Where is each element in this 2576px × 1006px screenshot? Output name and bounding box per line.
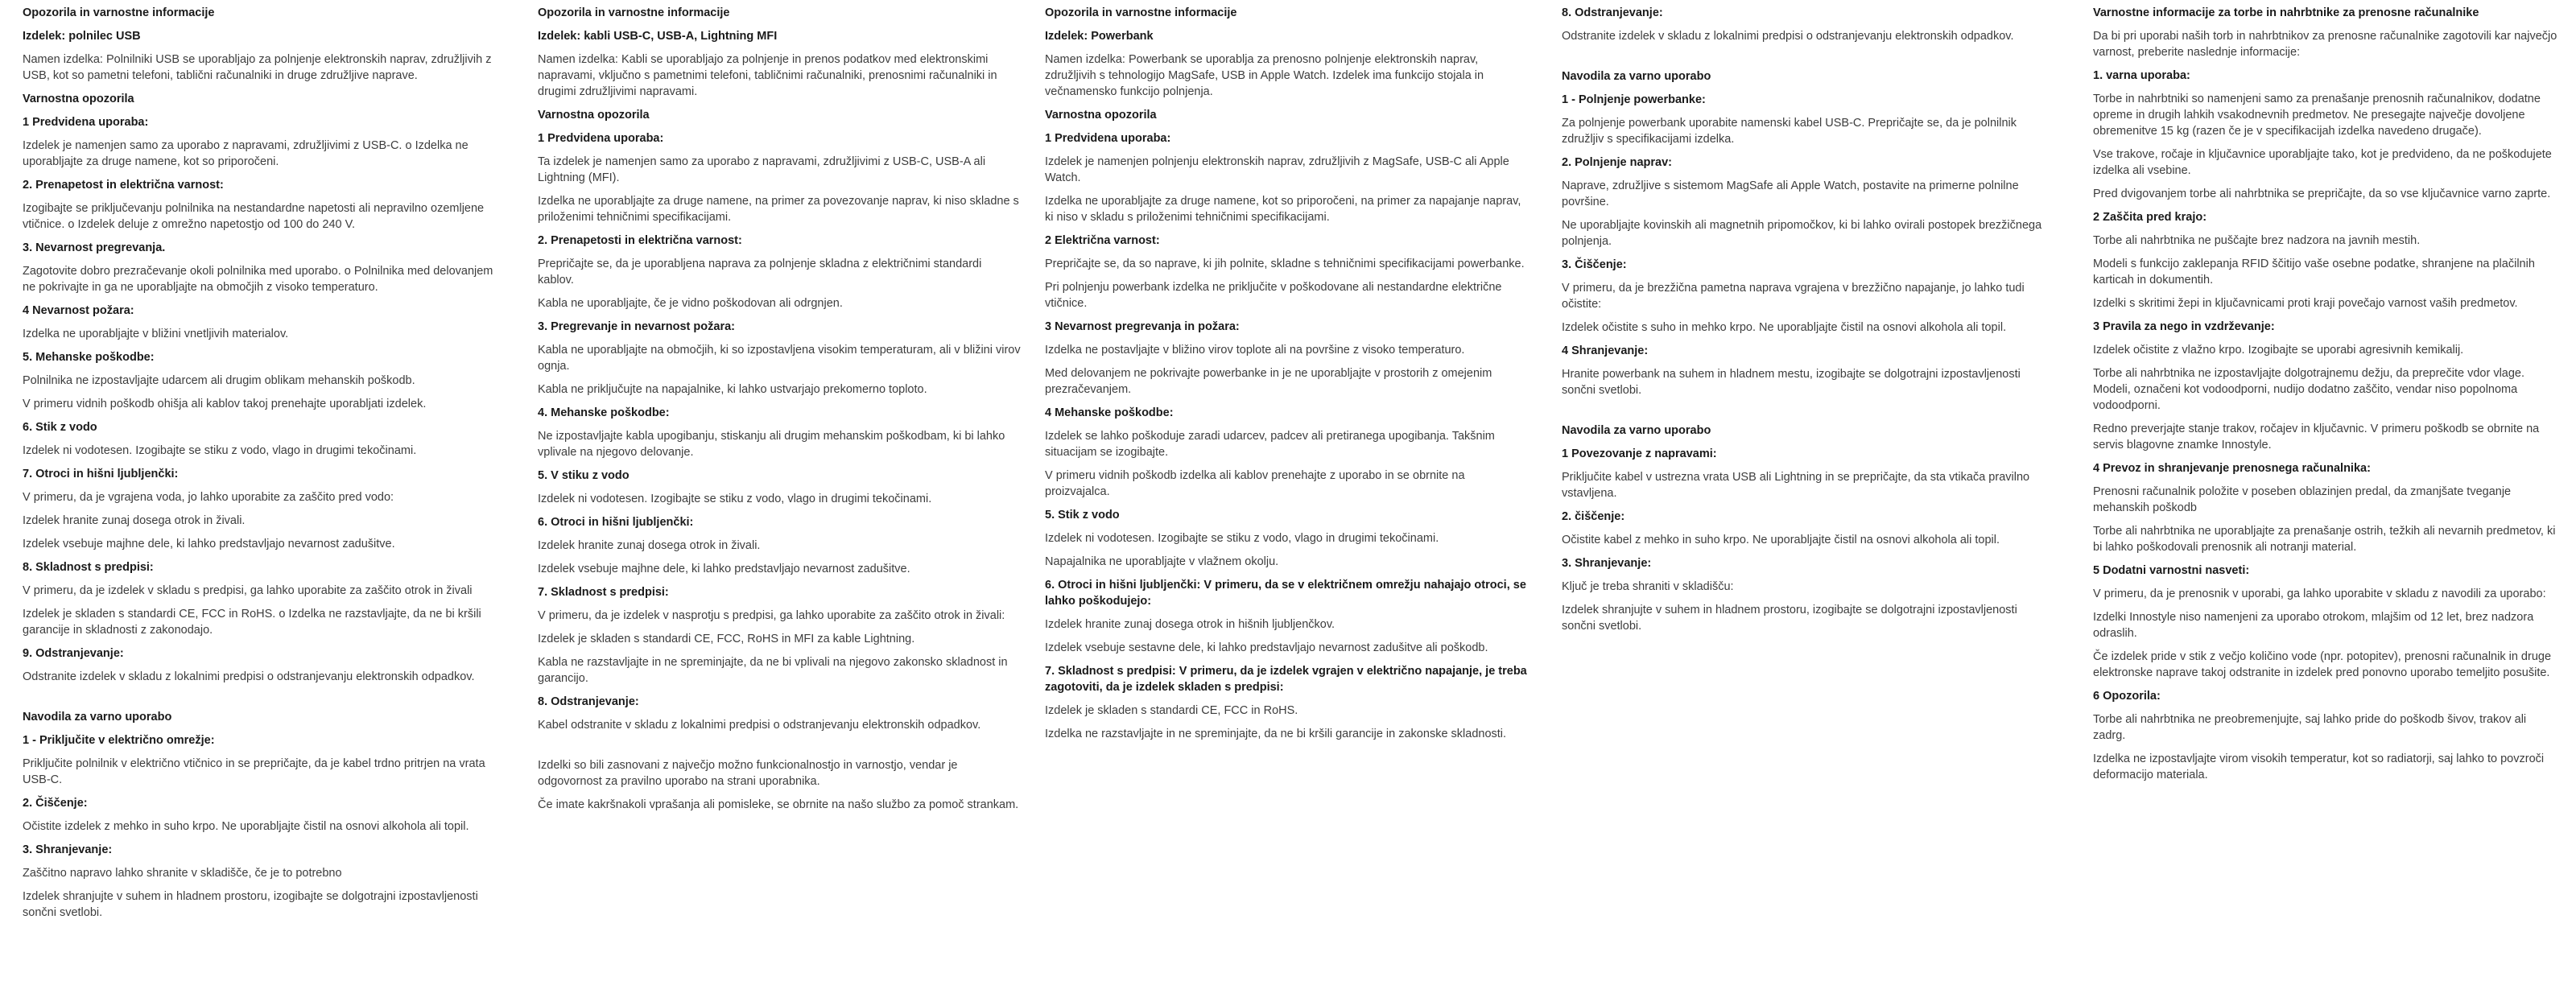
paragraph: Da bi pri uporabi naših torb in nahrbtnikov za prenosne računalnike zagotovili kar največjo varnost, preberite naslednje informacije:: [2093, 30, 2557, 59]
paragraph: Izdelek shranjujte v suhem in hladnem prostoru, izogibajte se dolgotrajni izpostavljenosti sončni svetlobi.: [23, 890, 478, 919]
paragraph: Namen izdelka: Polnilniki USB se uporabljajo za polnjenje elektronskih naprav, združljivih z USB, kot so pametni telefoni, tablični računalniki in druge združljive naprave.: [23, 53, 492, 82]
paragraph: Izdelek vsebuje majhne dele, ki lahko predstavljajo nevarnost zadušitve.: [538, 563, 910, 575]
paragraph: Če imate kakršnakoli vprašanja ali pomisleke, se obrnite na našo službo za pomoč strankam.: [538, 798, 1019, 811]
paragraph: Naprave, združljive s sistemom MagSafe ali Apple Watch, postavite na primerne polnilne površine.: [1562, 179, 2019, 208]
paragraph: Izdelka ne izpostavljajte virom visokih temperatur, kot so radiatorji, saj lahko to povzroči deformacijo materiala.: [2093, 752, 2545, 781]
paragraph: Izdelek vsebuje sestavne dele, ki lahko predstavljajo nevarnost zadušitve ali poškodb.: [1045, 641, 1488, 654]
paragraph: Očistite kabel z mehko in suho krpo. Ne uporabljajte čistil na osnovi alkohola ali topil.: [1562, 534, 2000, 546]
section-heading: Varnostna opozorila: [538, 109, 650, 122]
section-heading: 1 - Polnjenje powerbanke:: [1562, 93, 1706, 106]
paragraph: Izdelek ni vodotesen. Izogibajte se stiku z vodo, vlago in drugimi tekočinami.: [538, 493, 932, 505]
section-heading: 7. Otroci in hišni ljubljenčki:: [23, 468, 179, 480]
paragraph: Torbe ali nahrbtnika ne izpostavljajte dolgotrajnemu dežju, da preprečite vdor vlage. Modeli, označeni kot vodoodporni, nudijo dodatno zaščito, vendar niso popolnoma vodoodporni.: [2093, 367, 2525, 412]
paragraph: Torbe in nahrbtniki so namenjeni samo za prenašanje prenosnih računalnikov, dodatne opreme in drugih lahkih vsakodnevnih predmetov. Ne presegajte največje dovoljene obremenitve 15 kg (razen če je v specifikacijah izdelka navedeno drugače).: [2093, 93, 2541, 138]
paragraph: Izdelek vsebuje majhne dele, ki lahko predstavljajo nevarnost zadušitve.: [23, 538, 395, 550]
paragraph: Izdelek shranjujte v suhem in hladnem prostoru, izogibajte se dolgotrajni izpostavljenosti sončni svetlobi.: [1562, 604, 2017, 633]
paragraph: Izdelek je namenjen samo za uporabo z napravami, združljivimi z USB-C. o Izdelka ne uporabljajte za druge namene, kot so priporočeni.: [23, 139, 469, 168]
paragraph: Namen izdelka: Kabli se uporabljajo za polnjenje in prenos podatkov med elektronskimi napravami, vključno s pametnimi telefoni, tabličnimi računalniki, prenosnimi računalniki in drugimi združljivimi napravami.: [538, 53, 997, 98]
section-heading: Opozorila in varnostne informacije: [538, 6, 730, 19]
paragraph: Zagotovite dobro prezračevanje okoli polnilnika med uporabo. o Polnilnika med delovanjem ne pokrivajte in ga ne uporabljajte na območjih z visoko temperaturo.: [23, 265, 493, 294]
paragraph: Izdelek očistite z vlažno krpo. Izogibajte se uporabi agresivnih kemikalij.: [2093, 344, 2464, 357]
section-heading: 2. Čiščenje:: [23, 797, 88, 810]
paragraph: Izdelek ni vodotesen. Izogibajte se stiku z vodo, vlago in drugimi tekočinami.: [23, 444, 417, 457]
paragraph: Ne uporabljajte kovinskih ali magnetnih pripomočkov, ki bi lahko ovirali postopek brezžičnega polnjenja.: [1562, 219, 2042, 248]
section-heading: Opozorila in varnostne informacije: [23, 6, 215, 19]
paragraph: Ta izdelek je namenjen samo za uporabo z napravami, združljivimi z USB-C, USB-A ali Lightning (MFI).: [538, 155, 986, 184]
section-heading: 3 Nevarnost pregrevanja in požara:: [1045, 320, 1240, 333]
paragraph: Pri polnjenju powerbank izdelka ne priključite v poškodovane ali nestandardne električne vtičnice.: [1045, 281, 1502, 310]
section-heading: 5. Mehanske poškodbe:: [23, 351, 155, 364]
section-heading: Navodila za varno uporabo: [23, 711, 172, 724]
section-heading: Opozorila in varnostne informacije: [1045, 6, 1237, 19]
paragraph: Med delovanjem ne pokrivajte powerbanke in je ne uporabljajte v prostorih z omejenim prezračevanjem.: [1045, 367, 1492, 396]
paragraph: Izdelek je namenjen polnjenju elektronskih naprav, združljivih z MagSafe, USB-C ali Apple Watch.: [1045, 155, 1509, 184]
section-heading: Navodila za varno uporabo: [1562, 70, 1711, 83]
section-heading: Navodila za varno uporabo: [1562, 424, 1711, 437]
column-laptop-bags-safety: [2093, 5, 2558, 790]
section-heading: Varnostna opozorila: [23, 93, 134, 105]
section-heading: 9. Odstranjevanje:: [23, 647, 124, 660]
paragraph: Odstranite izdelek v skladu z lokalnimi predpisi o odstranjevanju elektronskih odpadkov.: [1562, 30, 2014, 43]
paragraph: Kabla ne uporabljajte, če je vidno poškodovan ali odrgnjen.: [538, 297, 843, 310]
paragraph: Ključ je treba shraniti v skladišču:: [1562, 580, 1734, 593]
paragraph: Kabla ne uporabljajte na območjih, ki so izpostavljena visokim temperaturam, ali v bližini virov ognja.: [538, 344, 1021, 373]
section-heading: 1 Predvidena uporaba:: [23, 116, 149, 129]
section-heading: 3. Shranjevanje:: [23, 843, 113, 856]
paragraph: Izdelek hranite zunaj dosega otrok in živali.: [23, 514, 246, 527]
paragraph: V primeru vidnih poškodb ohišja ali kablov takoj prenehajte uporabljati izdelek.: [23, 398, 427, 410]
section-heading: 4. Mehanske poškodbe:: [538, 406, 670, 419]
paragraph: Polnilnika ne izpostavljajte udarcem ali drugim oblikam mehanskih poškodb.: [23, 374, 415, 387]
paragraph: Vse trakove, ročaje in ključavnice uporabljajte tako, kot je predvideno, da ne poškodujete izdelka ali vsebine.: [2093, 148, 2552, 177]
paragraph: Torbe ali nahrbtnika ne puščajte brez nadzora na javnih mestih.: [2093, 234, 2421, 247]
section-heading: 7. Skladnost s predpisi: V primeru, da je izdelek vgrajen v električno napajanje, je treba zagotoviti, da je izdelek skladen s predpisi:: [1045, 665, 1527, 694]
section-heading: 1 Povezovanje z napravami:: [1562, 447, 1717, 460]
section-heading: 6. Otroci in hišni ljubljenčki:: [538, 516, 694, 529]
paragraph: Pred dvigovanjem torbe ali nahrbtnika se prepričajte, da so vse ključavnice varno zaprte.: [2093, 188, 2551, 200]
paragraph: Kabel odstranite v skladu z lokalnimi predpisi o odstranjevanju elektronskih odpadkov.: [538, 719, 981, 732]
paragraph: Izdelek je skladen s standardi CE, FCC in RoHS.: [1045, 704, 1298, 717]
section-heading: Varnostna opozorila: [1045, 109, 1157, 122]
paragraph: Izdelki Innostyle niso namenjeni za uporabo otrokom, mlajšim od 12 let, brez nadzora odraslih.: [2093, 611, 2534, 640]
paragraph: Kabla ne razstavljajte in ne spreminjajte, da ne bi vplivali na njegovo zakonsko skladnost in garancijo.: [538, 656, 1008, 685]
section-heading: Varnostne informacije za torbe in nahrbtnike za prenosne računalnike: [2093, 6, 2479, 19]
section-heading: 5. Stik z vodo: [1045, 509, 1120, 522]
paragraph: Modeli s funkcijo zaklepanja RFID ščitijo vaše osebne podatke, shranjene na plačilnih karticah in dokumentih.: [2093, 258, 2535, 287]
paragraph: V primeru, da je prenosnik v uporabi, ga lahko uporabite v skladu z navodili za uporabo:: [2093, 588, 2546, 600]
paragraph: Torbe ali nahrbtnika ne preobremenjujte, saj lahko pride do poškodb šivov, trakov ali zadrg.: [2093, 713, 2527, 742]
section-heading: 1. varna uporaba:: [2093, 69, 2190, 82]
section-heading: Izdelek: kabli USB-C, USB-A, Lightning MFI: [538, 30, 778, 43]
paragraph: Izdelka ne uporabljajte v bližini vnetljivih materialov.: [23, 328, 289, 340]
section-heading: Izdelek: polnilec USB: [23, 30, 141, 43]
section-heading: 4 Mehanske poškodbe:: [1045, 406, 1174, 419]
section-heading: 2. čiščenje:: [1562, 510, 1625, 523]
paragraph: Izdelek je skladen s standardi CE, FCC in RoHS. o Izdelka ne razstavljajte, da ne bi kršili garancije in skladnosti z zakonodajo.: [23, 608, 481, 637]
section-heading: 1 Predvidena uporaba:: [1045, 132, 1171, 145]
section-heading: 6. Otroci in hišni ljubljenčki: V primeru, da se v električnem omrežju nahajajo otroci, se lahko poškodujejo:: [1045, 579, 1526, 608]
section-heading: 3 Pravila za nego in vzdrževanje:: [2093, 320, 2275, 333]
paragraph: Izdelka ne uporabljajte za druge namene, kot so priporočeni, na primer za napajanje naprav, ki niso v skladu s priloženimi tehničnimi specifikacijami.: [1045, 195, 1521, 224]
section-heading: Izdelek: Powerbank: [1045, 30, 1154, 43]
section-heading: 4 Prevoz in shranjevanje prenosnega računalnika:: [2093, 462, 2371, 475]
paragraph: Izdelki s skritimi žepi in ključavnicami proti kraji povečajo varnost vaših predmetov.: [2093, 297, 2518, 310]
section-heading: 4 Nevarnost požara:: [23, 304, 134, 317]
paragraph: V primeru, da je izdelek v nasprotju s predpisi, ga lahko uporabite za zaščito otrok in živali:: [538, 609, 1005, 622]
paragraph: V primeru, da je brezžična pametna naprava vgrajena v brezžično napajanje, jo lahko tudi očistite:: [1562, 282, 2025, 311]
section-heading: 3. Čiščenje:: [1562, 258, 1627, 271]
paragraph: Če izdelek pride v stik z večjo količino vode (npr. potopitev), prenosni računalnik in druge elektronske naprave takoj odstranite in izdelek pred ponovno uporabo temeljito posušite.: [2093, 650, 2552, 679]
paragraph: Izdelka ne razstavljajte in ne spreminjajte, da ne bi kršili garancije in zakonske skladnosti.: [1045, 728, 1507, 740]
paragraph: Izdelka ne postavljajte v bližino virov toplote ali na površine z visoko temperaturo.: [1045, 344, 1465, 357]
paragraph: Odstranite izdelek v skladu z lokalnimi predpisi o odstranjevanju elektronskih odpadkov.: [23, 670, 475, 683]
section-heading: 2 Električna varnost:: [1045, 234, 1160, 247]
paragraph: Za polnjenje powerbank uporabite namenski kabel USB-C. Prepričajte se, da je polnilnik združljiv s specifikacijami izdelka.: [1562, 117, 2017, 146]
section-heading: 6. Stik z vodo: [23, 421, 97, 434]
section-heading: 8. Odstranjevanje:: [1562, 6, 1663, 19]
section-heading: 2. Polnjenje naprav:: [1562, 156, 1672, 169]
section-heading: 2 Zaščita pred krajo:: [2093, 211, 2207, 224]
paragraph: Ne izpostavljajte kabla upogibanju, stiskanju ali drugim mehanskim poškodbam, ki bi lahko vplivale na njegovo delovanje.: [538, 430, 1005, 459]
section-heading: 3. Nevarnost pregrevanja.: [23, 241, 166, 254]
section-heading: 5. V stiku z vodo: [538, 469, 630, 482]
paragraph: Izdelek se lahko poškoduje zaradi udarcev, padcev ali pretiranega upogibanja. Takšnim situacijam se izogibajte.: [1045, 430, 1495, 459]
column-cables-safety: [538, 5, 1021, 820]
paragraph: V primeru, da je izdelek v skladu s predpisi, ga lahko uporabite za zaščito otrok in živali: [23, 584, 473, 597]
section-heading: 1 Predvidena uporaba:: [538, 132, 664, 145]
section-heading: 8. Odstranjevanje:: [538, 695, 639, 708]
paragraph: Prenosni računalnik položite v poseben oblazinjen predal, da zmanjšate tveganje mehanskih poškodb: [2093, 485, 2512, 514]
paragraph: Priključite kabel v ustrezna vrata USB ali Lightning in se prepričajte, da sta vtikača pravilno vstavljena.: [1562, 471, 2030, 500]
paragraph: Izdelek očistite s suho in mehko krpo. Ne uporabljajte čistil na osnovi alkohola ali topil.: [1562, 321, 2007, 334]
section-heading: 2. Prenapetost in električna varnost:: [23, 179, 224, 192]
paragraph: Izdelek je skladen s standardi CE, FCC, RoHS in MFI za kable Lightning.: [538, 633, 915, 645]
paragraph: V primeru, da je vgrajena voda, jo lahko uporabite za zaščito pred vodo:: [23, 491, 394, 504]
paragraph: Napajalnika ne uporabljajte v vlažnem okolju.: [1045, 555, 1279, 568]
paragraph: Hranite powerbank na suhem in hladnem mestu, izogibajte se dolgotrajni izpostavljenosti sončni svetlobi.: [1562, 368, 2021, 397]
column-powerbank-usage: [1562, 5, 2045, 641]
paragraph: Izdelka ne uporabljajte za druge namene, na primer za povezovanje naprav, ki niso skladne s priloženimi tehničnimi specifikacijami.: [538, 195, 1019, 224]
section-heading: 5 Dodatni varnostni nasveti:: [2093, 564, 2250, 577]
paragraph: V primeru vidnih poškodb izdelka ali kablov prenehajte z uporabo in se obrnite na proizvajalca.: [1045, 469, 1465, 498]
section-heading: 7. Skladnost s predpisi:: [538, 586, 669, 599]
paragraph: Izdelek hranite zunaj dosega otrok in živali.: [538, 539, 761, 552]
paragraph: Zaščitno napravo lahko shranite v skladišče, če je to potrebno: [23, 867, 342, 880]
paragraph: Prepričajte se, da je uporabljena naprava za polnjenje skladna z električnimi standardi kablov.: [538, 258, 982, 287]
paragraph: Prepričajte se, da so naprave, ki jih polnite, skladne s tehničnimi specifikacijami powerbanke.: [1045, 258, 1525, 270]
paragraph: Izogibajte se priključevanju polnilnika na nestandardne napetosti ali nepravilno ozemljene vtičnice. o Izdelek deluje z omrežno napetostjo od 100 do 240 V.: [23, 202, 485, 231]
paragraph: Torbe ali nahrbtnika ne uporabljajte za prenašanje ostrih, težkih ali nevarnih predmetov, ki bi lahko poškodovali prenosnik ali notranji material.: [2093, 525, 2556, 554]
column-usb-charger-safety: [23, 5, 506, 928]
section-heading: 3. Shranjevanje:: [1562, 557, 1652, 570]
section-heading: 6 Opozorila:: [2093, 690, 2161, 703]
section-heading: 4 Shranjevanje:: [1562, 344, 1649, 357]
paragraph: Izdelek hranite zunaj dosega otrok in hišnih ljubljenčkov.: [1045, 618, 1335, 631]
section-heading: 3. Pregrevanje in nevarnost požara:: [538, 320, 735, 333]
paragraph: Kabla ne priključujte na napajalnike, ki lahko ustvarjajo prekomerno toploto.: [538, 383, 927, 396]
paragraph: Priključite polnilnik v električno vtičnico in se prepričajte, da je kabel trdno pritrjen na vrata USB-C.: [23, 757, 485, 786]
column-powerbank-safety: [1045, 5, 1528, 749]
paragraph: Redno preverjajte stanje trakov, ročajev in ključavnic. V primeru poškodb se obrnite na servis blagovne znamke Innostyle.: [2093, 423, 2540, 451]
section-heading: 1 - Priključite v električno omrežje:: [23, 734, 215, 747]
paragraph: Namen izdelka: Powerbank se uporablja za prenosno polnjenje elektronskih naprav, združljivih s tehnologijo MagSafe, USB in Apple Watch. Izdelek ima funkcijo stojala in večnamensko funkcijo polnjenja.: [1045, 53, 1484, 98]
section-heading: 2. Prenapetosti in električna varnost:: [538, 234, 742, 247]
paragraph: Očistite izdelek z mehko in suho krpo. Ne uporabljajte čistil na osnovi alkohola ali topil.: [23, 820, 469, 833]
paragraph: Izdelek ni vodotesen. Izogibajte se stiku z vodo, vlago in drugimi tekočinami.: [1045, 532, 1439, 545]
paragraph: Izdelki so bili zasnovani z največjo možno funkcionalnostjo in varnostjo, vendar je odgovornost za pravilno uporabo na strani uporabnika.: [538, 759, 958, 788]
section-heading: 8. Skladnost s predpisi:: [23, 561, 154, 574]
